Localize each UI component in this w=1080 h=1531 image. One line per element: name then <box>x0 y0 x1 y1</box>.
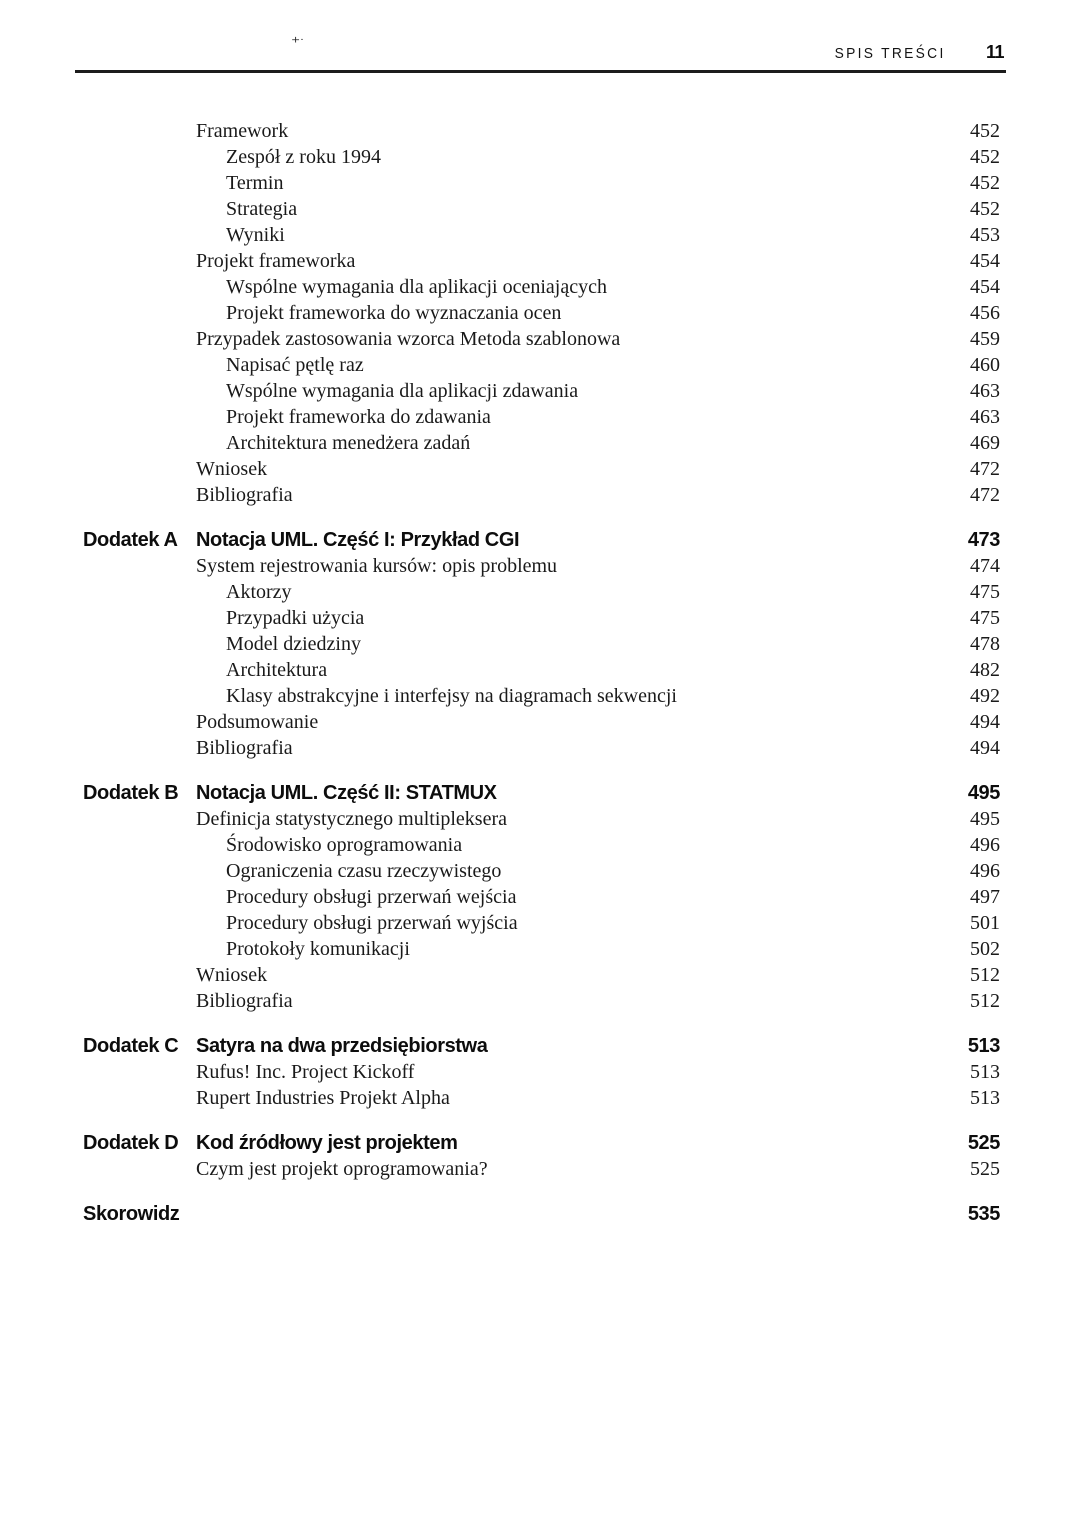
entry-page: 454 <box>970 250 1000 272</box>
entry-page: 482 <box>970 659 1000 681</box>
entry-page: 494 <box>970 711 1000 733</box>
section-label: Dodatek A <box>83 529 178 551</box>
running-header <box>825 42 1004 63</box>
entry-title: Notacja UML. Część I: Przykład CGI <box>196 529 520 551</box>
entry-title: Framework <box>196 120 289 142</box>
entry-page: 496 <box>970 860 1000 882</box>
entry-title: Projekt frameworka <box>196 250 356 272</box>
entry-title: Procedury obsługi przerwań wejścia <box>226 886 517 908</box>
entry-title: Wyniki <box>226 224 285 246</box>
entry-title: System rejestrowania kursów: opis problemu <box>196 555 558 577</box>
entry-page: 452 <box>970 120 1000 142</box>
toc-entry-row <box>83 962 1000 988</box>
toc-entry-row <box>83 884 1000 910</box>
entry-page: 472 <box>970 458 1000 480</box>
toc-entry-row <box>83 806 1000 832</box>
entry-page: 473 <box>967 529 1000 551</box>
entry-page: 492 <box>970 685 1000 707</box>
entry-page: 525 <box>967 1132 1000 1154</box>
entry-page: 454 <box>970 276 1000 298</box>
toc-entry-row <box>83 170 1000 196</box>
entry-title: Rufus! Inc. Project Kickoff <box>196 1061 415 1083</box>
toc-entry-row <box>83 482 1000 508</box>
toc-entry-row <box>83 456 1000 482</box>
entry-page: 478 <box>970 633 1000 655</box>
entry-title: Czym jest projekt oprogramowania? <box>196 1158 488 1180</box>
entry-page: 513 <box>970 1061 1000 1083</box>
section-label: Dodatek C <box>83 1035 179 1057</box>
entry-title: Przypadki użycia <box>226 607 365 629</box>
section-label: Dodatek B <box>83 782 179 804</box>
entry-page: 463 <box>970 380 1000 402</box>
entry-page: 453 <box>970 224 1000 246</box>
entry-title: Napisać pętlę raz <box>226 354 364 376</box>
entry-page: 535 <box>967 1203 1000 1225</box>
toc-entry-row <box>83 832 1000 858</box>
toc-entry-row <box>83 430 1000 456</box>
toc-entry-row <box>83 579 1000 605</box>
entry-page: 474 <box>970 555 1000 577</box>
entry-title: Strategia <box>226 198 298 220</box>
toc-entry-row <box>83 553 1000 579</box>
entry-page: 463 <box>970 406 1000 428</box>
entry-page: 459 <box>970 328 1000 350</box>
toc-entry-row <box>83 404 1000 430</box>
entry-title: Kod źródłowy jest projektem <box>196 1132 458 1154</box>
entry-title: Architektura menedżera zadań <box>226 432 471 454</box>
entry-title: Środowisko oprogramowania <box>226 834 463 856</box>
entry-page: 472 <box>970 484 1000 506</box>
entry-title: Ograniczenia czasu rzeczywistego <box>226 860 502 882</box>
entry-title: Wniosek <box>196 964 268 986</box>
entry-title: Notacja UML. Część II: STATMUX <box>196 782 497 804</box>
entry-page: 496 <box>970 834 1000 856</box>
entry-title: Podsumowanie <box>196 711 319 733</box>
toc-entry-row <box>83 988 1000 1014</box>
entry-title: Przypadek zastosowania wzorca Metoda szablonowa <box>196 328 621 350</box>
entry-title: Wniosek <box>196 458 268 480</box>
toc-entry-row <box>83 735 1000 761</box>
toc-entry-row <box>83 248 1000 274</box>
entry-page: 525 <box>970 1158 1000 1180</box>
entry-page: 494 <box>970 737 1000 759</box>
toc-entry-row <box>83 118 1000 144</box>
entry-title: Wspólne wymagania dla aplikacji zdawania <box>226 380 579 402</box>
entry-page: 512 <box>970 964 1000 986</box>
toc-entry-row <box>83 1059 1000 1085</box>
toc-entry-row <box>83 709 1000 735</box>
entry-page: 502 <box>970 938 1000 960</box>
toc-entry-row <box>83 222 1000 248</box>
entry-page: 452 <box>970 198 1000 220</box>
entry-page: 475 <box>970 607 1000 629</box>
toc-entry-row <box>83 378 1000 404</box>
section-label: Skorowidz <box>83 1203 180 1225</box>
entry-title: Termin <box>226 172 284 194</box>
entry-page: 501 <box>970 912 1000 934</box>
entry-title: Definicja statystycznego multipleksera <box>196 808 508 830</box>
entry-page: 513 <box>970 1087 1000 1109</box>
toc-section-row <box>83 780 1000 806</box>
entry-title: Bibliografia <box>196 484 293 506</box>
header-page-number: 11 <box>985 42 1004 62</box>
entry-page: 475 <box>970 581 1000 603</box>
toc-section-row <box>83 1033 1000 1059</box>
entry-page: 452 <box>970 146 1000 168</box>
entry-page: 512 <box>970 990 1000 1012</box>
toc-entry-row <box>83 196 1000 222</box>
entry-title: Model dziedziny <box>226 633 361 655</box>
entry-title: Klasy abstrakcyjne i interfejsy na diagramach sekwencji <box>226 685 677 707</box>
toc-entry-row <box>83 1156 1000 1182</box>
entry-title: Protokoły komunikacji <box>226 938 410 960</box>
section-label: Dodatek D <box>83 1132 179 1154</box>
toc-entry-row <box>83 352 1000 378</box>
toc-entry-row <box>83 300 1000 326</box>
entry-page: 495 <box>967 782 1000 804</box>
entry-page: 497 <box>970 886 1000 908</box>
entry-page: 460 <box>970 354 1000 376</box>
toc-entry-row <box>83 326 1000 352</box>
toc-section-row <box>83 527 1000 553</box>
header-title: SPIS TREŚCI <box>835 45 946 62</box>
entry-page: 513 <box>967 1035 1000 1057</box>
entry-page: 495 <box>970 808 1000 830</box>
entry-title: Satyra na dwa przedsiębiorstwa <box>196 1035 488 1057</box>
toc-entry-row <box>83 936 1000 962</box>
entry-page: 456 <box>970 302 1000 324</box>
entry-title: Architektura <box>226 659 328 681</box>
toc-entry-row <box>83 910 1000 936</box>
entry-page: 452 <box>970 172 1000 194</box>
header-rule <box>75 70 1006 73</box>
entry-title: Zespół z roku 1994 <box>226 146 381 168</box>
scan-artifact-mark: +· <box>291 34 304 45</box>
entry-title: Bibliografia <box>196 737 293 759</box>
toc-entry-row <box>83 274 1000 300</box>
entry-title: Wspólne wymagania dla aplikacji oceniających <box>226 276 607 298</box>
entry-title: Aktorzy <box>226 581 292 603</box>
toc-entry-row <box>83 858 1000 884</box>
toc-entry-row <box>83 605 1000 631</box>
toc-section-row <box>83 1201 1000 1227</box>
entry-title: Projekt frameworka do zdawania <box>226 406 491 428</box>
toc-entry-row <box>83 1085 1000 1111</box>
entry-page: 469 <box>970 432 1000 454</box>
entry-title: Projekt frameworka do wyznaczania ocen <box>226 302 562 324</box>
entry-title: Bibliografia <box>196 990 293 1012</box>
toc-entry-row <box>83 657 1000 683</box>
toc-entry-row <box>83 631 1000 657</box>
toc-list <box>83 118 1000 1227</box>
entry-title: Procedury obsługi przerwań wyjścia <box>226 912 518 934</box>
toc-section-row <box>83 1130 1000 1156</box>
toc-entry-row <box>83 683 1000 709</box>
toc-entry-row <box>83 144 1000 170</box>
entry-title: Rupert Industries Projekt Alpha <box>196 1087 450 1109</box>
